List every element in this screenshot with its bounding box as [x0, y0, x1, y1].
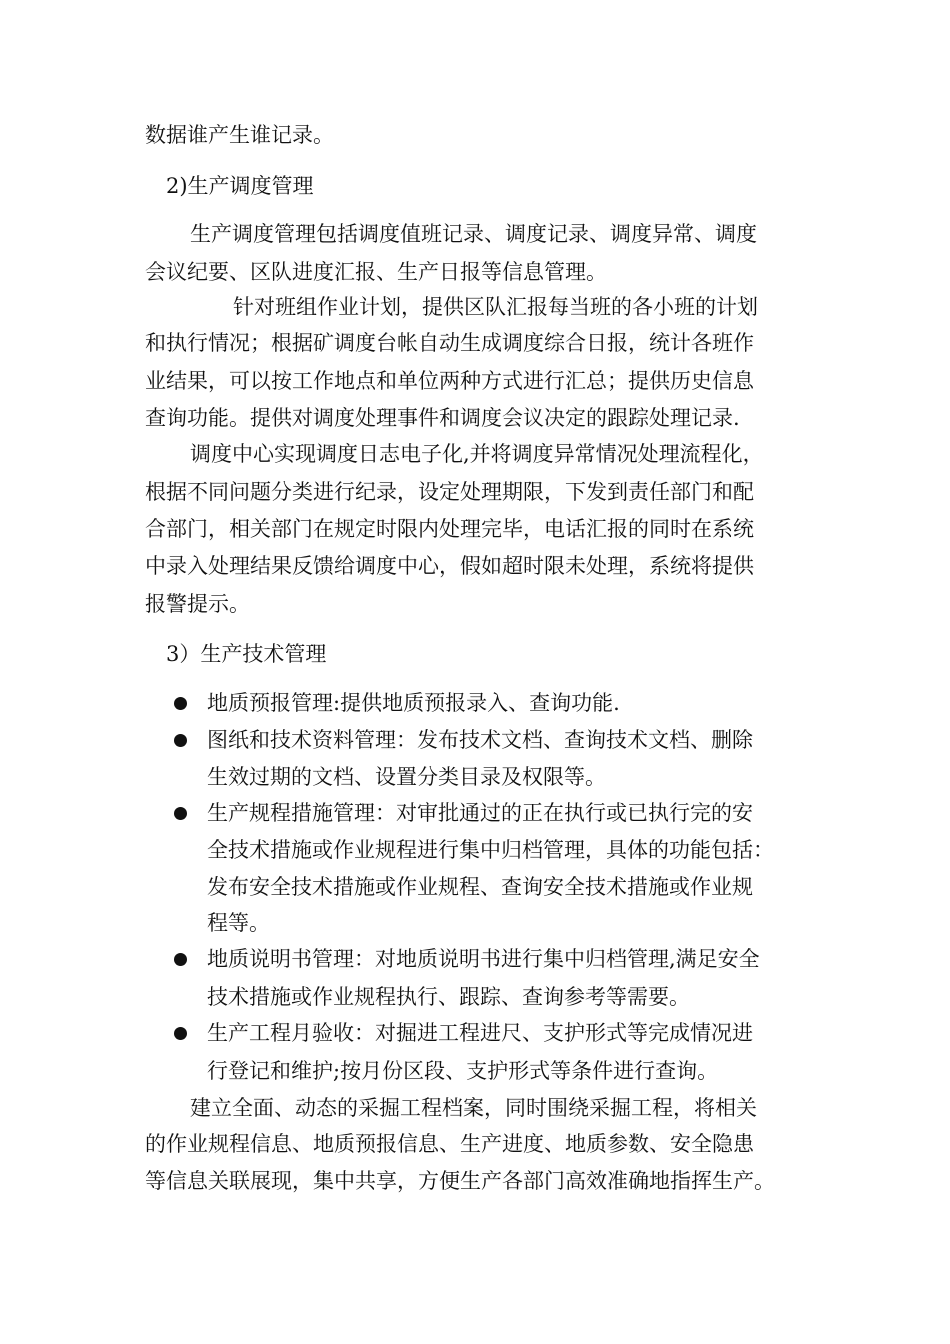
- list-item-line: 发布安全技术措施或作业规程、查询安全技术措施或作业规: [207, 875, 753, 899]
- list-item-line: 生产工程月验收：对掘进工程进尺、支护形式等完成情况进: [207, 1021, 753, 1045]
- bullet-icon: [174, 734, 187, 747]
- paragraph-line: 报警提示。: [145, 592, 250, 616]
- paragraph-line: 会议纪要、区队进度汇报、生产日报等信息管理。: [145, 260, 607, 284]
- continuation-line: 数据谁产生谁记录。: [145, 123, 334, 147]
- section-3-heading: 3）生产技术管理: [166, 642, 327, 666]
- paragraph-line: 业结果，可以按工作地点和单位两种方式进行汇总；提供历史信息: [145, 369, 754, 393]
- bullet-icon: [174, 807, 187, 820]
- list-item-line: 行登记和维护;按月份区段、支护形式等条件进行查询。: [207, 1059, 719, 1083]
- paragraph-line: 的作业规程信息、地质预报信息、生产进度、地质参数、安全隐患: [145, 1132, 754, 1156]
- list-item-line: 地质说明书管理：对地质说明书进行集中归档管理,满足安全: [207, 947, 760, 971]
- paragraph-line: 等信息关联展现，集中共享，方便生产各部门高效准确地指挥生产。: [145, 1169, 775, 1193]
- paragraph-line: 根据不同问题分类进行纪录，设定处理期限，下发到责任部门和配: [145, 480, 754, 504]
- paragraph-line: 中录入处理结果反馈给调度中心，假如超时限未处理，系统将提供: [145, 554, 754, 578]
- paragraph-line: 合部门，相关部门在规定时限内处理完毕，电话汇报的同时在系统: [145, 517, 754, 541]
- list-item-line: 程等。: [207, 911, 270, 935]
- list-item-line: 图纸和技术资料管理：发布技术文档、查询技术文档、删除: [207, 728, 753, 752]
- bullet-icon: [174, 1027, 187, 1040]
- bullet-icon: [174, 697, 187, 710]
- list-item-line: 生效过期的文档、设置分类目录及权限等。: [207, 765, 606, 789]
- paragraph-line: 针对班组作业计划，提供区队汇报每当班的各小班的计划: [233, 295, 758, 319]
- bullet-icon: [174, 953, 187, 966]
- paragraph-line: 生产调度管理包括调度值班记录、调度记录、调度异常、调度: [190, 222, 757, 246]
- list-item-line: 技术措施或作业规程执行、跟踪、查询参考等需要。: [207, 985, 690, 1009]
- paragraph-line: 和执行情况；根据矿调度台帐自动生成调度综合日报，统计各班作: [145, 331, 754, 355]
- paragraph-line: 调度中心实现调度日志电子化,并将调度异常情况处理流程化，: [190, 442, 764, 466]
- paragraph-line: 建立全面、动态的采掘工程档案，同时围绕采掘工程，将相关: [190, 1096, 757, 1120]
- paragraph-line: 查询功能。提供对调度处理事件和调度会议决定的跟踪处理记录.: [145, 406, 740, 430]
- list-item-line: 地质预报管理:提供地质预报录入、查询功能.: [207, 691, 620, 715]
- list-item-line: 全技术措施或作业规程进行集中归档管理，具体的功能包括：: [207, 838, 774, 862]
- section-2-heading: 2)生产调度管理: [166, 174, 314, 198]
- list-item-line: 生产规程措施管理：对审批通过的正在执行或已执行完的安: [207, 801, 753, 825]
